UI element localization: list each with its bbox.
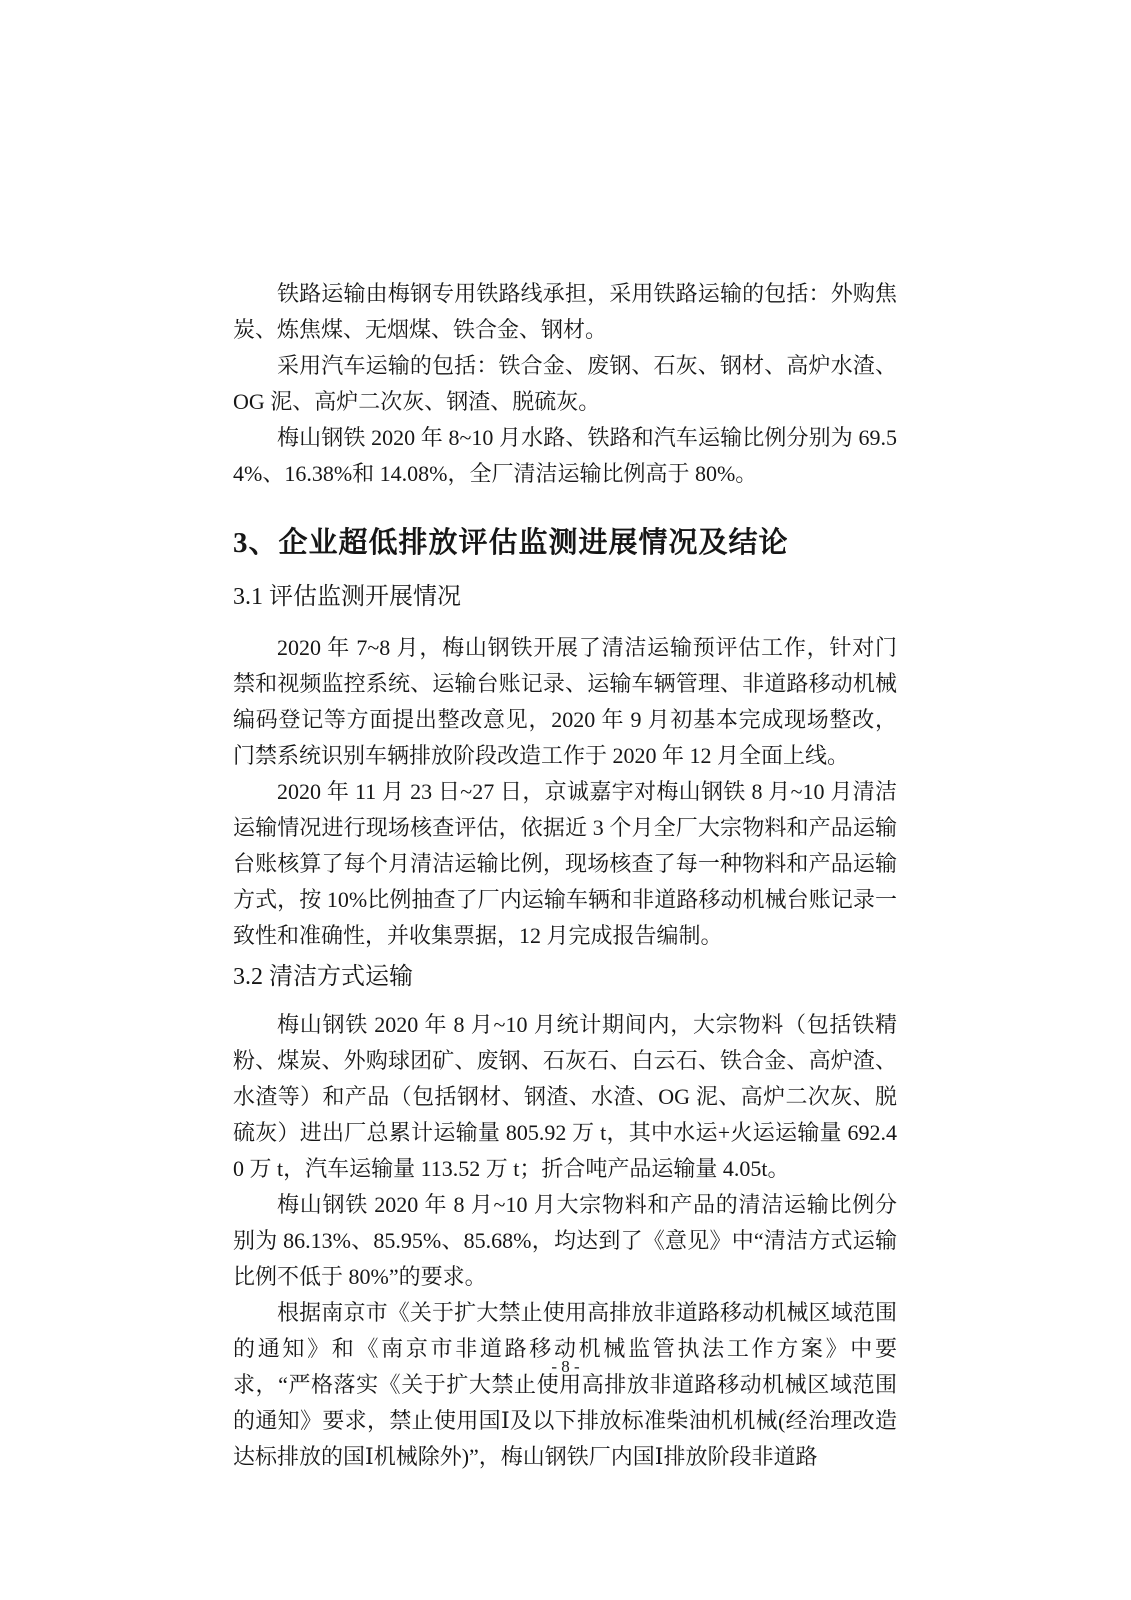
section-3-1-heading: 3.1 评估监测开展情况 — [233, 584, 461, 610]
page-number: - 8 - — [551, 1357, 580, 1376]
paragraph-transport-ratios: 梅山钢铁 2020 年 8~10 月水路、铁路和汽车运输比例分别为 69.54%、16.38%和 14.08%，全厂清洁运输比例高于 80%。 — [233, 425, 897, 486]
chapter-3-heading: 3、企业超低排放评估监测进展情况及结论 — [233, 527, 789, 559]
paragraph-bulk-material-volume: 梅山钢铁 2020 年 8 月~10 月统计期间内，大宗物料（包括铁精粉、煤炭、外购球团矿、废钢、石灰石、白云石、铁合金、高炉渣、水渣等）和产品（包括钢材、钢渣、水渣、OG 泥、高炉二次灰、脱硫灰）进出厂总累计运输量 805.92 万 t，其中水运+火运运输量 692.40 万 t，汽车运输量 113.52 万 t；折合吨产品运输量 4.05t。 — [233, 1012, 897, 1181]
section-3-2-heading: 3.2 清洁方式运输 — [233, 964, 413, 990]
paragraph-nanjing-machinery-notice: 根据南京市《关于扩大禁止使用高排放非道路移动机械区域范围的通知》和《南京市非道路移动机械监管执法工作方案》中要求，“严格落实《关于扩大禁止使用高排放非道路移动机械区域范围的通知》要求，禁止使用国Ⅰ及以下排放标准柴油机机械(经治理改造达标排放的国Ⅰ机械除外)”，梅山钢铁厂内国Ⅰ排放阶段非道路 — [233, 1300, 897, 1469]
paragraph-pre-evaluation: 2020 年 7~8 月，梅山钢铁开展了清洁运输预评估工作，针对门禁和视频监控系统、运输台账记录、运输车辆管理、非道路移动机械编码登记等方面提出整改意见，2020 年 9 月初基本完成现场整改，门禁系统识别车辆排放阶段改造工作于 2020 年 12 月全面上线。 — [233, 635, 897, 768]
paragraph-clean-transport-ratio: 梅山钢铁 2020 年 8 月~10 月大宗物料和产品的清洁运输比例分别为 86.13%、85.95%、85.68%，均达到了《意见》中“清洁方式运输比例不低于 80%”的要求。 — [233, 1192, 897, 1289]
paragraph-rail-transport: 铁路运输由梅钢专用铁路线承担，采用铁路运输的包括：外购焦炭、炼焦煤、无烟煤、铁合金、钢材。 — [233, 281, 897, 342]
paragraph-truck-transport: 采用汽车运输的包括：铁合金、废钢、石灰、钢材、高炉水渣、OG 泥、高炉二次灰、钢渣、脱硫灰。 — [233, 353, 897, 414]
page-content — [233, 276, 897, 1475]
paragraph-site-verification: 2020 年 11 月 23 日~27 日，京诚嘉宇对梅山钢铁 8 月~10 月清洁运输情况进行现场核查评估，依据近 3 个月全厂大宗物料和产品运输台账核算了每个月清洁运输比例，现场核查了每一种物料和产品运输方式，按 10%比例抽查了厂内运输车辆和非道路移动机械台账记录一致性和准确性，并收集票据，12 月完成报告编制。 — [233, 779, 897, 948]
